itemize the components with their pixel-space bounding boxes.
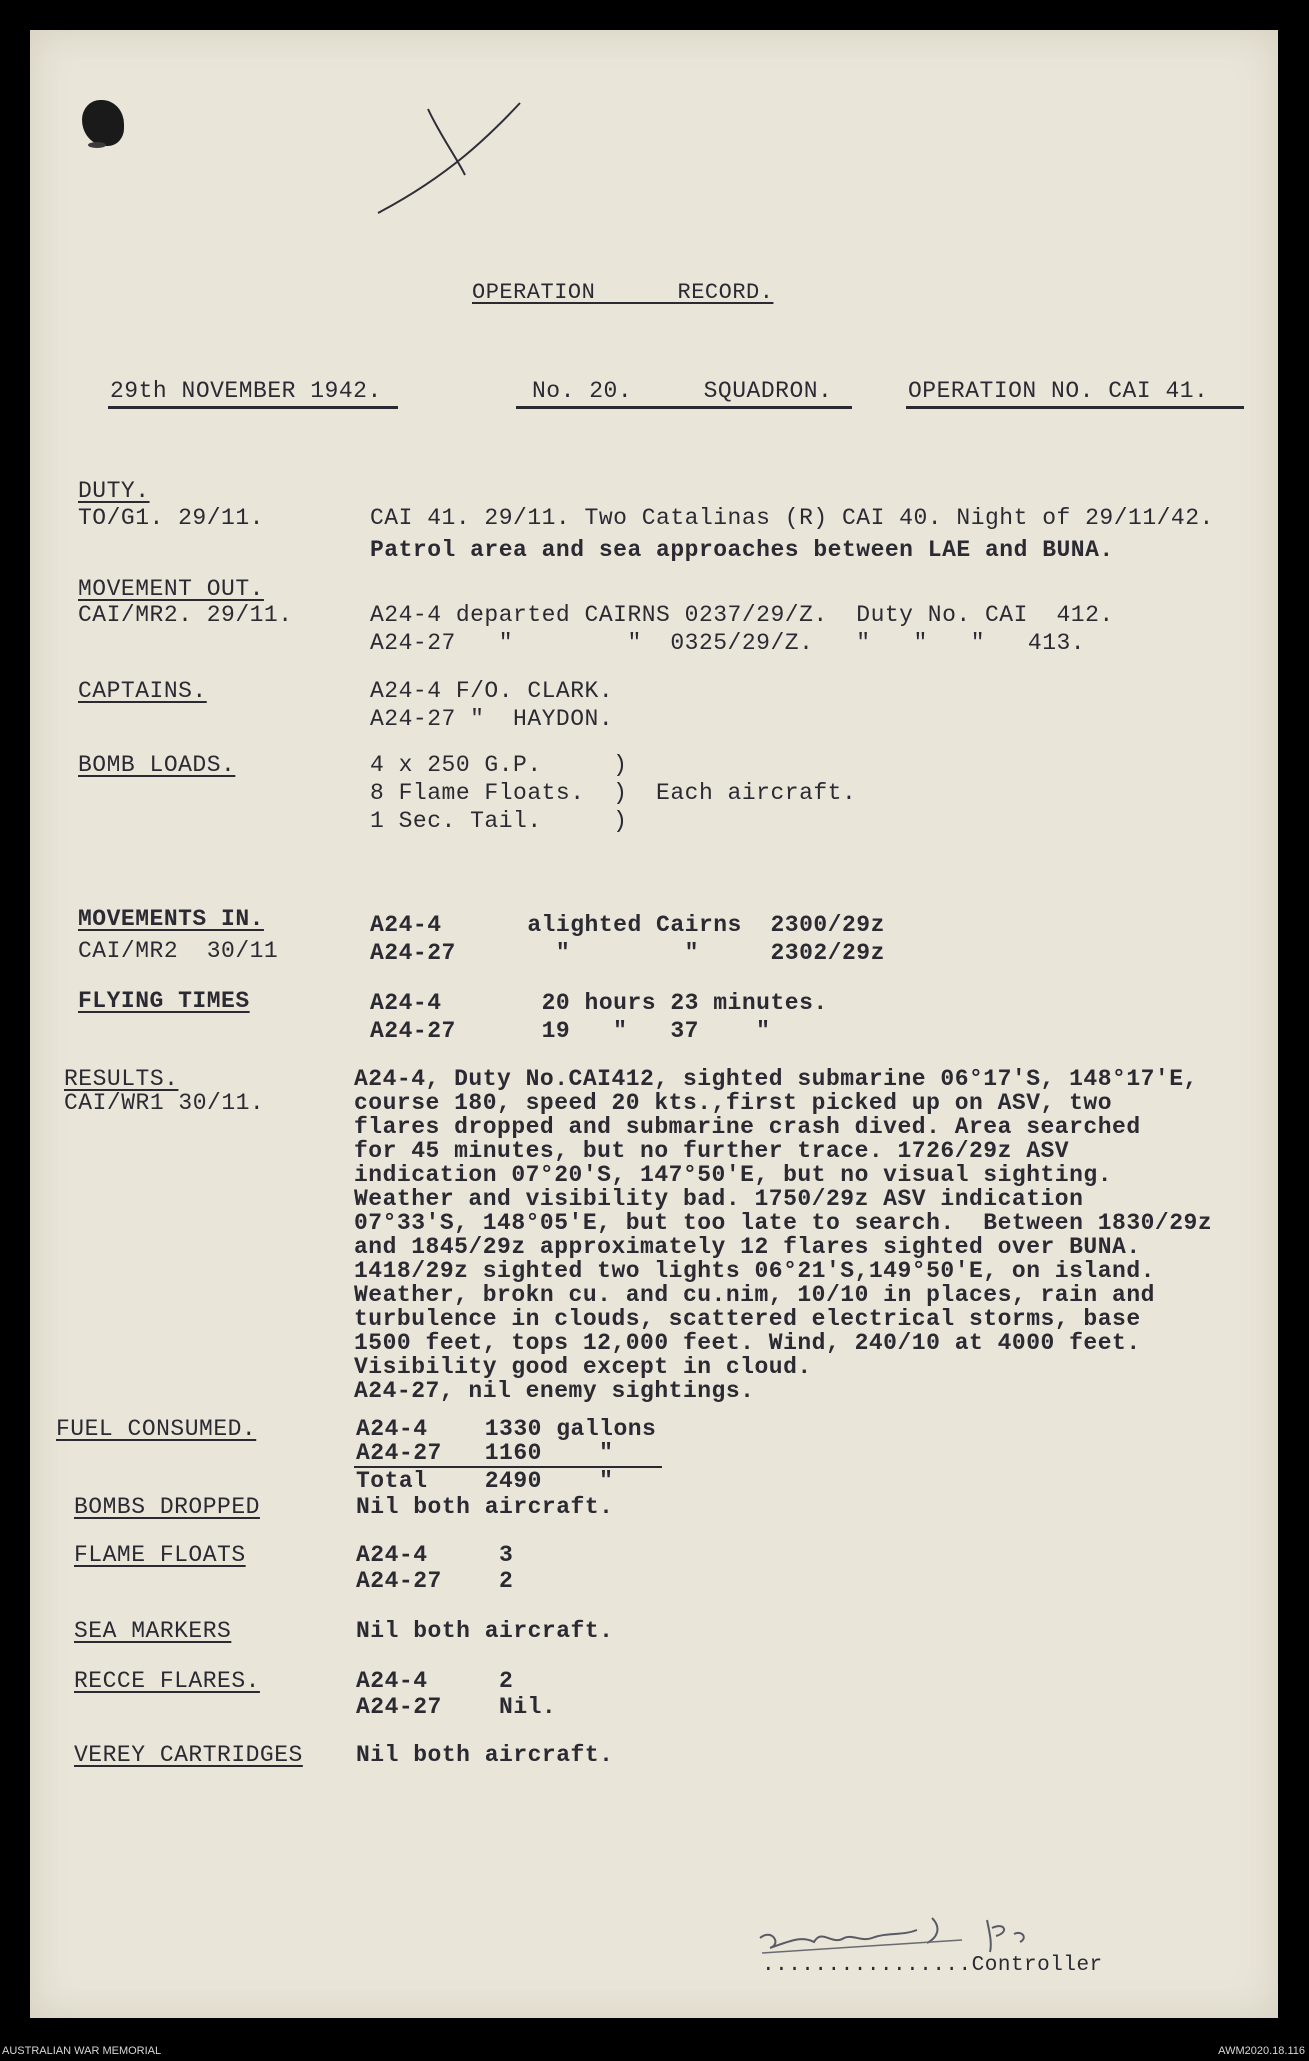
bomb-loads-line-3: 1 Sec. Tail. ) (370, 808, 628, 834)
results-line: A24-27, nil enemy sightings. (354, 1378, 755, 1404)
movements-in-line-2: A24-27 " " 2302/29z (370, 940, 885, 966)
movement-out-label: MOVEMENT OUT. (78, 576, 264, 602)
duty-line-1: CAI 41. 29/11. Two Catalinas (R) CAI 40. Night of 29/11/42. (370, 505, 1214, 531)
results-line: A24-4, Duty No.CAI412, sighted submarine 06°17'S, 148°17'E, (354, 1066, 1198, 1092)
bomb-loads-line-1: 4 x 250 G.P. ) (370, 752, 628, 778)
movement-out-line-1: A24-4 departed CAIRNS 0237/29/Z. Duty No. CAI 412. (370, 602, 1114, 628)
results-label: RESULTS. (64, 1066, 179, 1092)
captains-label: CAPTAINS. (78, 678, 207, 704)
fuel-line-1: A24-4 1330 gallons (356, 1416, 657, 1442)
results-line: and 1845/29z approximately 12 flares sighted over BUNA. (354, 1234, 1141, 1260)
duty-label: DUTY. (78, 478, 150, 504)
header-date: 29th NOVEMBER 1942. (110, 378, 382, 404)
header-operation: OPERATION NO. CAI 41. (908, 378, 1209, 404)
handwritten-x-mark (370, 95, 530, 220)
sea-markers-label: SEA MARKERS (74, 1618, 232, 1644)
movement-out-ref: CAI/MR2. 29/11. (78, 602, 293, 628)
header-rule-3 (906, 406, 1244, 409)
fuel-label: FUEL CONSUMED. (56, 1416, 257, 1442)
results-line: 1500 feet, tops 12,000 feet. Wind, 240/10 at 4000 feet. (354, 1330, 1141, 1356)
results-line: for 45 minutes, but no further trace. 1726/29z ASV (354, 1138, 1070, 1164)
flame-floats-line-1: A24-4 3 (356, 1542, 514, 1568)
flying-times-line-2: A24-27 19 " 37 " (370, 1018, 771, 1044)
results-line: course 180, speed 20 kts.,first picked up on ASV, two (354, 1090, 1113, 1116)
movements-in-ref: CAI/MR2 30/11 (78, 938, 279, 964)
bomb-loads-label: BOMB LOADS. (78, 752, 236, 778)
results-line: flares dropped and submarine crash dived. Area searched (354, 1114, 1141, 1140)
flame-floats-line-2: A24-27 2 (356, 1568, 514, 1594)
results-line: Weather and visibility bad. 1750/29z ASV indication (354, 1186, 1084, 1212)
recce-flares-line-2: A24-27 Nil. (356, 1694, 557, 1720)
results-line: Visibility good except in cloud. (354, 1354, 812, 1380)
recce-flares-label: RECCE FLARES. (74, 1668, 260, 1694)
duty-ref: TO/G1. 29/11. (78, 505, 264, 531)
header-rule-1 (108, 406, 398, 409)
bombs-dropped-label: BOMBS DROPPED (74, 1494, 260, 1520)
captains-line-1: A24-4 F/O. CLARK. (370, 678, 614, 704)
fuel-line-2: A24-27 1160 " (356, 1440, 614, 1466)
recce-flares-line-1: A24-4 2 (356, 1668, 514, 1694)
results-line: Weather, brokn cu. and cu.nim, 10/10 in places, rain and (354, 1282, 1155, 1308)
bomb-loads-line-2: 8 Flame Floats. ) Each aircraft. (370, 780, 857, 806)
movements-in-line-1: A24-4 alighted Cairns 2300/29z (370, 912, 885, 938)
duty-line-2: Patrol area and sea approaches between LAE and BUNA. (370, 537, 1114, 563)
movements-in-label: MOVEMENTS IN. (78, 906, 264, 932)
results-line: 07°33'S, 148°05'E, but too late to search. Between 1830/29z (354, 1210, 1213, 1236)
flying-times-label: FLYING TIMES (78, 988, 250, 1014)
fuel-total: Total 2490 " (356, 1468, 614, 1494)
captains-line-2: A24-27 " HAYDON. (370, 706, 614, 732)
results-ref: CAI/WR1 30/11. (64, 1090, 265, 1116)
punch-hole-tear (88, 142, 106, 148)
flame-floats-label: FLAME FLOATS (74, 1542, 246, 1568)
footer-left: AUSTRALIAN WAR MEMORIAL (2, 2045, 162, 2057)
flying-times-line-1: A24-4 20 hours 23 minutes. (370, 990, 828, 1016)
sea-markers-value: Nil both aircraft. (356, 1618, 614, 1644)
header-squadron: No. 20. SQUADRON. (532, 378, 833, 404)
header-rule-2 (516, 406, 852, 409)
verey-value: Nil both aircraft. (356, 1742, 614, 1768)
verey-label: VEREY CARTRIDGES (74, 1742, 303, 1768)
controller-line: ................Controller (762, 1954, 1103, 1977)
movement-out-line-2: A24-27 " " 0325/29/Z. " " " 413. (370, 630, 1086, 656)
results-line: indication 07°20'S, 147°50'E, but no visual sighting. (354, 1162, 1113, 1188)
results-line: 1418/29z sighted two lights 06°21'S,149°50'E, on island. (354, 1258, 1155, 1284)
footer-right: AWM2020.18.116 (1218, 2045, 1305, 2057)
results-line: turbulence in clouds, scattered electrical storms, base (354, 1306, 1141, 1332)
page-title: OPERATION RECORD. (472, 280, 774, 305)
bombs-dropped-value: Nil both aircraft. (356, 1494, 614, 1520)
